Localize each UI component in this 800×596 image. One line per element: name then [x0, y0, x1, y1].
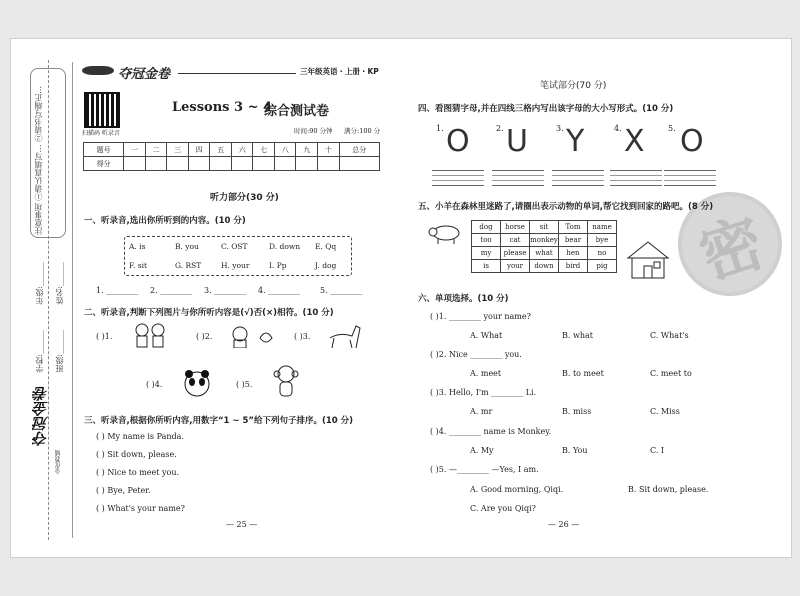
grade-info: 三年级英语・上册・KP	[300, 67, 379, 76]
q1-option: E. Qq	[315, 242, 337, 251]
q1-option-box	[124, 236, 352, 276]
q6-stem[interactable]: ( )3. Hello, I'm ________ Li.	[430, 388, 537, 397]
writing-lines[interactable]	[432, 170, 484, 186]
maze-cell[interactable]: down	[530, 260, 559, 273]
letter-o-picture: O	[680, 124, 704, 159]
q6-option[interactable]: B. what	[562, 331, 593, 340]
q6-option[interactable]: A. mr	[470, 407, 493, 416]
monkey-picture-icon	[272, 364, 300, 400]
q2-item[interactable]: ( )4.	[146, 380, 163, 389]
page-number-right: — 26 —	[548, 520, 580, 529]
letter-y-picture: Y	[566, 124, 585, 159]
qr-caption: 扫描码 听录音	[82, 130, 120, 137]
maze-cell[interactable]: my	[472, 247, 501, 260]
score-cell: 五	[210, 143, 232, 157]
q1-blank[interactable]: 5. ________	[320, 286, 363, 295]
maze-row	[472, 234, 617, 247]
q3-item[interactable]: ( ) My name is Panda.	[96, 432, 184, 441]
score-cell: 得分	[84, 157, 124, 171]
q6-option[interactable]: C. Are you Qiqi?	[470, 504, 536, 513]
q6-option[interactable]: A. My	[470, 446, 494, 455]
q1-blank-number: 2.	[150, 286, 158, 295]
q3-item[interactable]: ( ) What's your name?	[96, 504, 185, 513]
maze-cell[interactable]: bye	[588, 234, 617, 247]
score-cell: 二	[145, 143, 167, 157]
q1-title: 一、听录音,选出你所听到的内容。(10 分)	[84, 216, 246, 226]
page-number-left: — 25 —	[226, 520, 258, 529]
maze-cell[interactable]: bear	[559, 234, 588, 247]
maze-cell[interactable]: your	[501, 260, 530, 273]
exam-title: 综合测试卷	[264, 104, 330, 119]
writing-lines[interactable]	[664, 170, 716, 186]
q2-item[interactable]: ( )2.	[196, 332, 213, 341]
q6-stem[interactable]: ( )1. ________ your name?	[430, 312, 531, 321]
maze-cell[interactable]: bird	[559, 260, 588, 273]
q1-blank-number: 4.	[258, 286, 266, 295]
q3-item[interactable]: ( ) Nice to meet you.	[96, 468, 180, 477]
score-cell: 七	[253, 143, 275, 157]
q2-item[interactable]: ( )3.	[294, 332, 311, 341]
q1-option: F. sit	[129, 261, 148, 270]
maze-cell[interactable]: no	[588, 247, 617, 260]
q1-blank[interactable]: 3. ________	[204, 286, 247, 295]
q3-title: 三、听录音,根据你所听内容,用数字“1 ~ 5”给下列句子排序。(10 分)	[84, 416, 354, 426]
score-table-header-row	[84, 143, 380, 157]
class-field[interactable]: 班级:______	[55, 330, 64, 373]
header-rule	[178, 73, 296, 74]
score-input[interactable]	[145, 157, 167, 171]
q1-option: A. is	[129, 242, 146, 251]
maze-row	[472, 221, 617, 234]
score-table	[83, 142, 380, 171]
score-input[interactable]	[274, 157, 296, 171]
q1-blank[interactable]: 2. ________	[150, 286, 193, 295]
maze-cell[interactable]: sit	[530, 221, 559, 234]
q1-blank-number: 5.	[320, 286, 328, 295]
q3-item[interactable]: ( ) Sit down, please.	[96, 450, 177, 459]
q6-option[interactable]: B. You	[562, 446, 588, 455]
maze-cell[interactable]: monkey	[530, 234, 559, 247]
listening-section-title: 听力部分(30 分)	[210, 193, 279, 203]
q2-title: 二、听录音,判断下列图片与你所听内容是(√)否(×)相符。(10 分)	[84, 308, 334, 318]
score-input[interactable]	[339, 157, 379, 171]
writing-lines[interactable]	[552, 170, 604, 186]
side-publisher-logo: 金优教辅	[55, 450, 62, 474]
full-score: 满分:100 分	[344, 127, 381, 135]
brand-logo: 夺冠金卷	[118, 67, 171, 82]
q4-number: 1.	[436, 124, 444, 133]
maze-cell[interactable]: dog	[472, 221, 501, 234]
score-cell: 三	[167, 143, 189, 157]
q3-item[interactable]: ( ) Bye, Peter.	[96, 486, 151, 495]
score-table-score-row	[84, 157, 380, 171]
maze-cell[interactable]: what	[530, 247, 559, 260]
q6-stem[interactable]: ( )4. ________ name is Monkey.	[430, 427, 552, 436]
maze-cell[interactable]: please	[501, 247, 530, 260]
q6-option[interactable]: C. meet to	[650, 369, 692, 378]
score-cell: 总分	[339, 143, 379, 157]
grade-field[interactable]: 年级:______	[35, 262, 44, 305]
grade-label: 年级	[35, 288, 44, 305]
qr-code-icon[interactable]	[84, 92, 120, 128]
score-input[interactable]	[167, 157, 189, 171]
q2-item[interactable]: ( )1.	[96, 332, 113, 341]
writing-section-title: 笔试部分(70 分)	[540, 81, 607, 91]
writing-lines[interactable]	[492, 170, 544, 186]
publisher-logo-icon	[82, 66, 114, 75]
score-input[interactable]	[296, 157, 318, 171]
school-field[interactable]: 学校:______	[35, 330, 44, 373]
q4-number: 4.	[614, 124, 622, 133]
q1-option: I. Pp	[269, 261, 287, 270]
score-cell: 十	[318, 143, 340, 157]
q6-option[interactable]: A. Good morning, Qiqi.	[470, 485, 564, 494]
score-input[interactable]	[231, 157, 253, 171]
time-limit: 时间:90 分钟	[294, 127, 333, 135]
score-input[interactable]	[188, 157, 210, 171]
maze-cell[interactable]: is	[472, 260, 501, 273]
score-input[interactable]	[318, 157, 340, 171]
score-cell: 一	[124, 143, 146, 157]
q1-option: B. you	[175, 242, 199, 251]
score-cell: 题号	[84, 143, 124, 157]
maze-row	[472, 247, 617, 260]
q6-option[interactable]: A. What	[470, 331, 503, 340]
q6-option[interactable]: C. Miss	[650, 407, 680, 416]
animals-picture-icon	[230, 324, 278, 348]
horse-picture-icon	[326, 320, 362, 350]
panda-picture-icon	[182, 368, 212, 398]
q1-blank[interactable]: 1. ________	[96, 286, 139, 295]
sheep-icon	[428, 224, 462, 244]
q6-stem[interactable]: ( )2. Nice ________ you.	[430, 350, 522, 359]
q6-option[interactable]: C. What's	[650, 331, 689, 340]
lessons-title: Lessons 3 ~ 4	[172, 100, 273, 115]
score-cell: 九	[296, 143, 318, 157]
exam-notes: 注意事项 ①请认真填写… ②请书写端正…	[30, 68, 66, 238]
maze-cell[interactable]: pig	[588, 260, 617, 273]
q1-option: G. RST	[175, 261, 202, 270]
q1-option: H. your	[221, 261, 250, 270]
q2-item[interactable]: ( )5.	[236, 380, 253, 389]
score-cell: 八	[274, 143, 296, 157]
maze-cell[interactable]: horse	[501, 221, 530, 234]
q5-title: 五、小羊在森林里迷路了,请圈出表示动物的单词,帮它找到回家的路吧。(8 分)	[418, 202, 714, 212]
q1-option: D. down	[269, 242, 301, 251]
children-picture-icon	[132, 322, 170, 348]
class-label: 班级	[55, 356, 64, 373]
q1-option: C. OST	[221, 242, 248, 251]
q4-title: 四、看图猜字母,并在四线三格内写出该字母的大小写形式。(10 分)	[418, 104, 674, 114]
score-input[interactable]	[210, 157, 232, 171]
q4-number: 5.	[668, 124, 676, 133]
q4-number: 2.	[496, 124, 504, 133]
maze-cell[interactable]: too	[472, 234, 501, 247]
letter-u-picture: U	[506, 124, 528, 159]
maze-cell[interactable]: cat	[501, 234, 530, 247]
q6-option[interactable]: B. miss	[562, 407, 592, 416]
q1-option: J. dog	[315, 261, 337, 270]
score-cell: 六	[231, 143, 253, 157]
q6-stem[interactable]: ( )5. —________ —Yes, I am.	[430, 465, 539, 474]
maze-cell[interactable]: hen	[559, 247, 588, 260]
school-label: 学校	[35, 356, 44, 373]
maze-cell[interactable]: name	[588, 221, 617, 234]
q1-blank-number: 1.	[96, 286, 104, 295]
confidential-stamp: 密	[664, 178, 795, 309]
letter-x-picture: X	[624, 124, 645, 159]
maze-row	[472, 260, 617, 273]
q6-option[interactable]: A. meet	[470, 369, 502, 378]
cut-line	[48, 60, 50, 540]
paper-sheet	[10, 38, 792, 558]
score-cell: 四	[188, 143, 210, 157]
q4-number: 3.	[556, 124, 564, 133]
q1-blank[interactable]: 4. ________	[258, 286, 301, 295]
house-icon	[626, 240, 670, 280]
writing-lines[interactable]	[610, 170, 662, 186]
name-label: 姓名	[55, 288, 64, 305]
letter-o-picture: O	[446, 124, 470, 159]
word-maze	[471, 220, 617, 273]
name-field[interactable]: 姓名:______	[55, 262, 64, 305]
side-brand-logo: 夺冠金卷	[32, 386, 50, 446]
q6-option[interactable]: B. to meet	[562, 369, 604, 378]
score-input[interactable]	[124, 157, 146, 171]
q1-blank-number: 3.	[204, 286, 212, 295]
q6-title: 六、单项选择。(10 分)	[418, 294, 509, 304]
score-input[interactable]	[253, 157, 275, 171]
q6-option[interactable]: C. I	[650, 446, 665, 455]
q6-option[interactable]: B. Sit down, please.	[628, 485, 709, 494]
maze-cell[interactable]: Tom	[559, 221, 588, 234]
